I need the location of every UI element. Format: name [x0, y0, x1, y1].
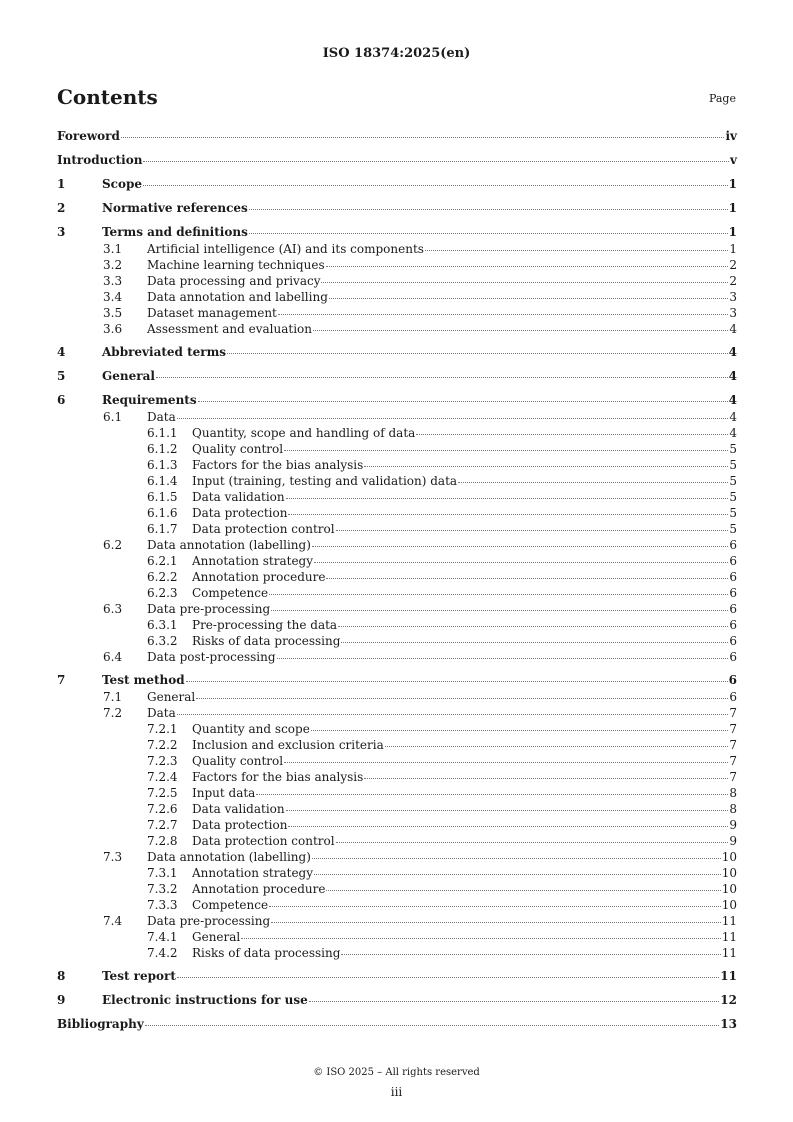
toc-entry-page: 5	[729, 474, 737, 488]
toc-entry-page: 2	[729, 274, 737, 288]
table-of-contents	[57, 128, 737, 1033]
dot-leader	[156, 367, 728, 378]
toc-entry-number: 8	[57, 969, 66, 983]
toc-entry-title: Annotation strategy	[192, 554, 314, 568]
toc-entry-title: Data pre-processing	[147, 602, 271, 616]
toc-entry[interactable]	[57, 257, 737, 273]
toc-entry-title: Data annotation and labelling	[147, 290, 328, 304]
dot-leader	[277, 648, 729, 659]
toc-entry[interactable]	[57, 441, 737, 457]
toc-entry-title: Data post-processing	[147, 650, 276, 664]
toc-entry-number: 6.3.1	[147, 618, 178, 632]
toc-entry-page: 7	[729, 722, 737, 736]
toc-entry-number: 7.4.2	[147, 946, 178, 960]
toc-entry-page: 4	[729, 426, 737, 440]
toc-entry[interactable]	[57, 273, 737, 289]
toc-entry-page: 11	[721, 914, 737, 928]
toc-entry-title: Artificial intelligence (AI) and its components	[147, 242, 424, 256]
dot-leader	[121, 127, 725, 138]
toc-entry[interactable]	[57, 344, 737, 361]
toc-entry[interactable]	[57, 817, 737, 833]
toc-entry[interactable]	[57, 705, 737, 721]
toc-entry[interactable]	[57, 801, 737, 817]
toc-entry[interactable]	[57, 457, 737, 473]
toc-entry-number: 1	[57, 177, 66, 191]
dot-leader	[241, 928, 720, 939]
dot-leader	[284, 752, 728, 763]
toc-entry-title: Requirements	[102, 393, 197, 407]
dot-leader	[271, 912, 721, 923]
toc-entry-number: 7	[57, 673, 66, 687]
toc-entry-title: Input (training, testing and validation) data	[192, 474, 458, 488]
toc-entry[interactable]	[57, 368, 737, 385]
page-column-label: Page	[708, 92, 736, 105]
toc-entry-page: 4	[728, 345, 737, 359]
toc-entry-page: 6	[729, 690, 737, 704]
toc-entry-title: Data annotation (labelling)	[147, 850, 311, 864]
toc-entry[interactable]	[57, 849, 737, 865]
toc-entry[interactable]	[57, 633, 737, 649]
dot-leader	[314, 552, 728, 563]
toc-entry-title: Normative references	[102, 201, 248, 215]
toc-entry-title: Dataset management	[147, 306, 277, 320]
toc-entry-number: 3	[57, 225, 66, 239]
toc-entry-page: 13	[720, 1017, 737, 1031]
toc-entry-title: Bibliography	[57, 1017, 144, 1031]
dot-leader	[364, 456, 728, 467]
dot-leader	[338, 616, 728, 627]
dot-leader	[177, 408, 729, 419]
dot-leader	[336, 520, 729, 531]
toc-entry-page: 11	[720, 969, 737, 983]
dot-leader	[286, 488, 729, 499]
dot-leader	[341, 632, 728, 643]
toc-entry-title: Input data	[192, 786, 256, 800]
toc-entry-number: 6.1.2	[147, 442, 178, 456]
toc-entry[interactable]	[57, 897, 737, 913]
toc-entry[interactable]	[57, 617, 737, 633]
toc-entry-page: 6	[729, 650, 737, 664]
toc-entry[interactable]	[57, 521, 737, 537]
dot-leader	[143, 151, 729, 162]
toc-entry-number: 4	[57, 345, 66, 359]
toc-entry-number: 6.4	[103, 650, 123, 664]
toc-entry-number: 6.2	[103, 538, 123, 552]
toc-entry-number: 7.3	[103, 850, 123, 864]
dot-leader	[313, 320, 728, 331]
toc-entry-page: 11	[721, 930, 737, 944]
dot-leader	[249, 223, 728, 234]
toc-entry-number: 3.1	[103, 242, 123, 256]
toc-entry-number: 3.4	[103, 290, 123, 304]
toc-entry[interactable]	[57, 176, 737, 193]
dot-leader	[336, 832, 729, 843]
toc-entry-title: Risks of data processing	[192, 634, 341, 648]
toc-entry[interactable]	[57, 769, 737, 785]
dot-leader	[286, 800, 729, 811]
dot-leader	[288, 816, 728, 827]
toc-entry-number: 7.2	[103, 706, 123, 720]
toc-entry[interactable]	[57, 929, 737, 945]
toc-entry-number: 7.2.2	[147, 738, 178, 752]
toc-entry-page: 10	[721, 866, 737, 880]
toc-entry-page: 4	[729, 410, 737, 424]
toc-entry-page: 4	[728, 393, 737, 407]
toc-entry[interactable]	[57, 945, 737, 961]
toc-entry[interactable]	[57, 489, 737, 505]
toc-entry-page: 1	[728, 225, 737, 239]
toc-entry-number: 7.3.1	[147, 866, 178, 880]
toc-entry-page: 7	[729, 770, 737, 784]
toc-entry[interactable]	[57, 881, 737, 897]
toc-entry-number: 2	[57, 201, 66, 215]
toc-entry-title: Annotation strategy	[192, 866, 314, 880]
toc-entry-number: 7.1	[103, 690, 123, 704]
toc-entry-title: Data pre-processing	[147, 914, 271, 928]
toc-entry-title: Inclusion and exclusion criteria	[192, 738, 384, 752]
toc-entry-title: Scope	[102, 177, 143, 191]
dot-leader	[186, 671, 728, 682]
toc-entry-page: 6	[729, 618, 737, 632]
toc-entry-number: 7.4	[103, 914, 123, 928]
toc-entry-number: 3.5	[103, 306, 123, 320]
dot-leader	[311, 720, 729, 731]
toc-entry-page: 5	[729, 490, 737, 504]
toc-entry-title: Abbreviated terms	[102, 345, 227, 359]
toc-entry-page: 1	[728, 177, 737, 191]
toc-entry-page: 2	[729, 258, 737, 272]
toc-entry-title: Annotation procedure	[192, 882, 326, 896]
toc-entry[interactable]	[57, 473, 737, 489]
toc-entry[interactable]	[57, 968, 737, 985]
document-header: ISO 18374:2025(en)	[322, 46, 471, 61]
toc-entry-number: 3.2	[103, 258, 123, 272]
dot-leader	[314, 864, 721, 875]
toc-entry-title: Data validation	[192, 802, 285, 816]
toc-entry-title: Foreword	[57, 129, 120, 143]
toc-entry[interactable]	[57, 409, 737, 425]
dot-leader	[271, 600, 728, 611]
dot-leader	[198, 391, 728, 402]
toc-entry-number: 7.2.6	[147, 802, 178, 816]
toc-entry[interactable]	[57, 224, 737, 241]
toc-entry[interactable]	[57, 601, 737, 617]
page-number: iii	[390, 1085, 403, 1099]
dot-leader	[425, 240, 728, 251]
toc-entry-title: Assessment and evaluation	[147, 322, 312, 336]
toc-entry-number: 6.1.7	[147, 522, 178, 536]
toc-entry[interactable]	[57, 753, 737, 769]
toc-entry[interactable]	[57, 913, 737, 929]
dot-leader	[385, 736, 729, 747]
toc-entry-page: 6	[729, 634, 737, 648]
dot-leader	[143, 175, 728, 186]
toc-entry-page: v	[730, 153, 737, 167]
toc-entry-number: 3.6	[103, 322, 123, 336]
toc-entry-number: 5	[57, 369, 66, 383]
dot-leader	[256, 784, 728, 795]
toc-entry-number: 6.2.3	[147, 586, 178, 600]
toc-entry[interactable]	[57, 128, 737, 145]
toc-entry[interactable]	[57, 553, 737, 569]
dot-leader	[312, 536, 728, 547]
toc-entry-title: Data	[147, 410, 176, 424]
toc-entry[interactable]	[57, 425, 737, 441]
dot-leader	[321, 272, 728, 283]
toc-entry-title: Terms and definitions	[102, 225, 248, 239]
dot-leader	[309, 991, 720, 1002]
contents-title: Contents	[57, 85, 158, 109]
toc-entry[interactable]	[57, 689, 737, 705]
toc-entry[interactable]	[57, 537, 737, 553]
toc-entry-title: Risks of data processing	[192, 946, 341, 960]
toc-entry-page: 3	[729, 306, 737, 320]
toc-entry[interactable]	[57, 721, 737, 737]
toc-entry-title: General	[147, 690, 196, 704]
toc-entry-title: Data protection control	[192, 522, 335, 536]
toc-entry[interactable]	[57, 305, 737, 321]
toc-entry-page: 10	[721, 850, 737, 864]
toc-entry-number: 6.3	[103, 602, 123, 616]
toc-entry-page: iv	[725, 129, 737, 143]
toc-entry-page: 9	[729, 818, 737, 832]
dot-leader	[458, 472, 728, 483]
toc-entry-page: 6	[728, 673, 737, 687]
toc-entry-page: 4	[728, 369, 737, 383]
dot-leader	[177, 967, 719, 978]
dot-leader	[269, 584, 728, 595]
toc-entry-title: Competence	[192, 898, 269, 912]
toc-entry-number: 6.1.5	[147, 490, 178, 504]
toc-entry-number: 7.2.3	[147, 754, 178, 768]
toc-entry-title: Data validation	[192, 490, 285, 504]
toc-entry-title: Quality control	[192, 442, 284, 456]
toc-entry-page: 11	[721, 946, 737, 960]
toc-entry[interactable]	[57, 865, 737, 881]
copyright-footer: © ISO 2025 – All rights reserved	[313, 1067, 480, 1078]
toc-entry-page: 6	[729, 554, 737, 568]
toc-entry-page: 9	[729, 834, 737, 848]
toc-entry-number: 6.2.1	[147, 554, 178, 568]
toc-entry[interactable]	[57, 672, 737, 689]
toc-entry-title: Test method	[102, 673, 185, 687]
dot-leader	[312, 848, 721, 859]
toc-entry-title: Data processing and privacy	[147, 274, 321, 288]
dot-leader	[288, 504, 728, 515]
toc-entry-page: 6	[729, 586, 737, 600]
toc-entry-page: 3	[729, 290, 737, 304]
toc-entry-title: Quantity, scope and handling of data	[192, 426, 416, 440]
toc-entry-page: 7	[729, 738, 737, 752]
toc-entry-page: 5	[729, 442, 737, 456]
dot-leader	[227, 343, 728, 354]
dot-leader	[364, 768, 728, 779]
toc-entry[interactable]	[57, 833, 737, 849]
toc-entry-title: General	[102, 369, 155, 383]
toc-entry-page: 6	[729, 570, 737, 584]
toc-entry[interactable]	[57, 569, 737, 585]
toc-entry-page: 6	[729, 538, 737, 552]
toc-entry-page: 8	[729, 786, 737, 800]
toc-entry-number: 7.2.1	[147, 722, 178, 736]
toc-entry-number: 6.1.3	[147, 458, 178, 472]
toc-entry-title: Data	[147, 706, 176, 720]
dot-leader	[249, 199, 728, 210]
toc-entry-number: 6	[57, 393, 66, 407]
toc-entry-number: 7.3.2	[147, 882, 178, 896]
toc-entry-number: 7.2.8	[147, 834, 178, 848]
toc-entry[interactable]	[57, 649, 737, 665]
toc-entry-number: 7.2.7	[147, 818, 178, 832]
dot-leader	[326, 256, 729, 267]
toc-entry-page: 4	[729, 322, 737, 336]
toc-entry-number: 6.1	[103, 410, 123, 424]
toc-entry-number: 3.3	[103, 274, 123, 288]
toc-entry-title: Factors for the bias analysis	[192, 458, 364, 472]
dot-leader	[341, 944, 720, 955]
toc-entry-page: 12	[720, 993, 737, 1007]
toc-entry-page: 7	[729, 706, 737, 720]
toc-entry[interactable]	[57, 152, 737, 169]
toc-entry-number: 6.1.4	[147, 474, 178, 488]
dot-leader	[196, 688, 728, 699]
toc-entry-number: 7.3.3	[147, 898, 178, 912]
toc-entry[interactable]	[57, 321, 737, 337]
toc-entry-title: Pre-processing the data	[192, 618, 338, 632]
toc-entry-title: Data protection	[192, 506, 288, 520]
toc-entry-number: 7.4.1	[147, 930, 178, 944]
toc-entry-number: 7.2.5	[147, 786, 178, 800]
toc-entry[interactable]	[57, 1016, 737, 1033]
toc-entry-title: Data annotation (labelling)	[147, 538, 311, 552]
toc-entry-number: 6.1.6	[147, 506, 178, 520]
toc-entry-title: General	[192, 930, 241, 944]
dot-leader	[177, 704, 729, 715]
toc-entry[interactable]	[57, 241, 737, 257]
toc-entry-title: Factors for the bias analysis	[192, 770, 364, 784]
toc-entry-page: 8	[729, 802, 737, 816]
toc-entry-title: Quality control	[192, 754, 284, 768]
toc-entry-title: Electronic instructions for use	[102, 993, 308, 1007]
toc-entry-number: 6.3.2	[147, 634, 178, 648]
toc-entry-page: 10	[721, 898, 737, 912]
dot-leader	[145, 1015, 720, 1026]
toc-entry-page: 5	[729, 522, 737, 536]
toc-entry-title: Competence	[192, 586, 269, 600]
toc-entry[interactable]	[57, 585, 737, 601]
toc-entry-page: 1	[729, 242, 737, 256]
toc-entry-title: Quantity and scope	[192, 722, 310, 736]
toc-entry-page: 6	[729, 602, 737, 616]
toc-entry[interactable]	[57, 392, 737, 409]
dot-leader	[278, 304, 728, 315]
dot-leader	[416, 424, 728, 435]
toc-entry-number: 6.1.1	[147, 426, 178, 440]
toc-entry[interactable]	[57, 785, 737, 801]
toc-entry-title: Annotation procedure	[192, 570, 326, 584]
toc-entry-title: Machine learning techniques	[147, 258, 325, 272]
toc-entry[interactable]	[57, 289, 737, 305]
dot-leader	[326, 568, 728, 579]
toc-entry-page: 5	[729, 458, 737, 472]
toc-entry-title: Data protection control	[192, 834, 335, 848]
toc-entry-page: 7	[729, 754, 737, 768]
toc-entry-page: 5	[729, 506, 737, 520]
toc-entry-number: 9	[57, 993, 66, 1007]
toc-entry[interactable]	[57, 737, 737, 753]
toc-entry[interactable]	[57, 200, 737, 217]
dot-leader	[269, 896, 721, 907]
toc-entry-number: 6.2.2	[147, 570, 178, 584]
toc-entry-title: Data protection	[192, 818, 288, 832]
toc-entry-page: 10	[721, 882, 737, 896]
toc-entry-number: 7.2.4	[147, 770, 178, 784]
toc-entry[interactable]	[57, 505, 737, 521]
toc-entry[interactable]	[57, 992, 737, 1009]
dot-leader	[326, 880, 720, 891]
toc-entry-title: Test report	[102, 969, 176, 983]
dot-leader	[284, 440, 728, 451]
toc-entry-page: 1	[728, 201, 737, 215]
toc-entry-title: Introduction	[57, 153, 143, 167]
dot-leader	[329, 288, 728, 299]
